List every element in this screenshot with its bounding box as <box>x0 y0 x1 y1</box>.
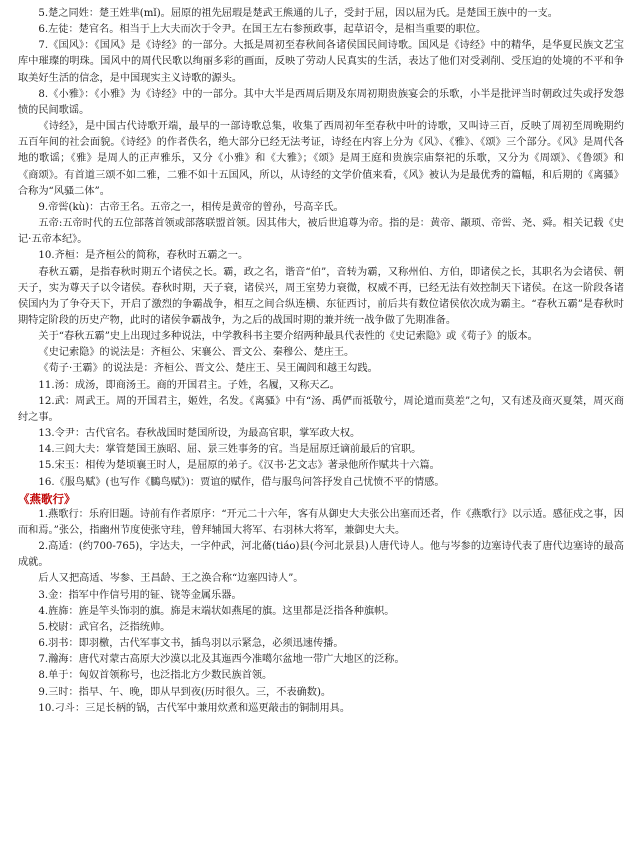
annotation-paragraph: 2.高适：(约700-765)，字达夫，一字仲武，河北蓨(tiáo)县(今河北景县)人唐代诗人。他与岑参的边塞诗代表了唐代边塞诗的最高成就。 <box>18 541 624 569</box>
annotation-paragraph: 10.刁斗：三足长柄的锅，古代军中兼用炊煮和巡更敲击的铜制用具。 <box>38 702 351 714</box>
annotation-paragraph: 6.羽书：即羽檄，古代军事文书，插鸟羽以示紧急，必须迅速传播。 <box>38 638 344 650</box>
annotation-paragraph: 5.校尉：武官名，泛指统帅。 <box>38 621 171 633</box>
annotation-paragraph: 7.《国风》：《国风》是《诗经》的一部分。大抵是周初至春秋间各诸侯国民间诗歌。国风是《诗经》中的精华，是华夏民族文艺宝库中璀璨的明珠。国风中的周代民歌以绚丽多彩的画面，反映了劳动人民真实的生活，表达了他们对受剥削、受压迫的处境的不平和争取美好生活的信念，是中国现实主义诗歌的源头。 <box>18 40 624 84</box>
annotation-paragraph: 《诗经》，是中国古代诗歌开端，最早的一部诗歌总集，收集了西周初年至春秋中叶的诗歌，又叫诗三百，反映了周初至周晚期约五百年间的社会面貌。《诗经》的作者佚名，绝大部分已经无法考证，诗经在内容上分为《风》、《雅》、《颂》三个部分。《风》是周代各地的歌谣；《雅》是周人的正声雅乐，又分《小雅》和《大雅》；《颂》是周王庭和贵族宗庙祭祀的乐歌，又分为《周颂》、《鲁颂》和《商颂》。有首道三颂不如二雅，二雅不如十五国风，所以，从诗经的文学价值来看，《风》被认为是最优秀的篇幅，和后期的《离骚》合称为“风骚二体”。 <box>18 121 624 197</box>
annotation-paragraph: 9.三时：指早、午、晚，即从早到夜(历时很久。三，不表确数)。 <box>38 686 332 698</box>
annotation-paragraph: 后人又把高适、岑参、王昌龄、王之涣合称“边塞四诗人”。 <box>38 573 304 585</box>
annotation-paragraph: 6.左徒：楚官名。相当于上大夫而次于令尹。在国王左右参预政事，起草诏令，是相当重要的职位。 <box>38 24 487 36</box>
annotation-paragraph: 15.宋玉：相传为楚顷襄王时人，是屈原的弟子。《汉书·艺文志》著录他所作赋共十六篇。 <box>38 460 440 472</box>
annotation-paragraph: 3.金：指军中作信号用的钲、铙等金属乐器。 <box>38 589 242 601</box>
annotation-paragraph: 7.瀚海：唐代对蒙古高原大沙漠以北及其迤西今准噶尔盆地一带广大地区的泛称。 <box>38 654 405 666</box>
annotation-paragraph: 13.令尹：古代官名。春秋战国时楚国所设，为最高官职，掌军政大权。 <box>38 428 361 440</box>
annotation-paragraph: 9.帝喾(kù)：古帝王名。五帝之一，相传是黄帝的曾孙，号高辛氏。 <box>38 201 344 213</box>
annotation-paragraph: 1.燕歌行：乐府旧题。诗前有作者原序：“开元二十六年，客有从御史大夫张公出塞而还者，作《燕歌行》以示适。感征戍之事，因而和焉。”张公，指幽州节度使张守珪，曾拜辅国大将军、右羽林大将军，兼御史大夫。 <box>18 508 624 536</box>
annotation-paragraph: 关于“春秋五霸”史上出现过多种说法，中学教科书主要介绍两种最具代表性的《史记索隐》或《荀子》的版本。 <box>38 331 538 343</box>
annotation-paragraph: 《史记索隐》的说法是：齐桓公、宋襄公、晋文公、秦穆公、楚庄王。 <box>38 347 355 359</box>
annotation-paragraph: 5.楚之同姓：楚王姓芈(mǐ)。屈原的祖先屈瑕是楚武王熊通的儿子，受封于屈，因以屈为氏。是楚国王族中的一支。 <box>38 8 558 19</box>
annotation-paragraph: 11.汤：成汤，即商汤王。商的开国君主。子姓，名履，又称天乙。 <box>38 379 340 391</box>
annotation-paragraph: 《荀子·王霸》的说法是：齐桓公、晋文公、楚庄王、吴王阖闾和越王勾践。 <box>38 363 378 375</box>
annotation-paragraph: 10.齐桓：是齐桓公的简称，春秋时五霸之一。 <box>38 250 249 262</box>
annotation-paragraph: 8.《小雅》：《小雅》为《诗经》中的一部分。其中大半是西周后期及东周初期贵族宴会的乐歌，小半是批评当时朝政过失或抒发怨愤的民间歌谣。 <box>18 88 624 116</box>
annotation-paragraph: 8.单于：匈奴首领称号，也泛指北方少数民族首领。 <box>38 670 273 682</box>
annotation-paragraph: 4.旌旆：旌是竿头饰羽的旗。旆是末端状如燕尾的旗。这里都是泛指各种旗帜。 <box>38 605 395 617</box>
annotation-paragraph: 春秋五霸，是指春秋时期五个诸侯之长。霸，政之名，谐音“伯”，音转为霸，又称州伯、方伯，即诸侯之长，其职名为会诸侯、朝天子，实为尊天子以令诸侯。春秋时期，天子衰，诸侯兴，周王室势力衰微，权威不再，已经无法有效控制天下诸侯。在这一阶段各诸侯国内为了争夺天下，开启了激烈的争霸战争，相互之间合纵连横、东征西讨，前后共有数位诸侯依次成为霸主。“春秋五霸”是春秋时期特定阶段的历史产物，此时的诸侯争霸战争，为之后的战国时期的兼并统一战争做了先期准备。 <box>18 266 624 326</box>
annotation-paragraph: 五帝:五帝时代的五位部落首领或部落联盟首领。因其伟大，被后世追尊为帝。指的是：黄帝、颛顼、帝喾、尧、舜。相关记载《史记·五帝本纪》。 <box>18 218 624 246</box>
annotation-paragraph: 14.三闾大夫：掌管楚国王族昭、屈、景三姓事务的官。当是屈原迁谪前最后的官职。 <box>38 444 422 456</box>
annotation-paragraph: 16.《服鸟赋》(也写作《鵩鸟赋》)：贾谊的赋作，借与服鸟问答抒发自己忧愤不平的情感。 <box>38 476 445 488</box>
annotation-paragraph: 12.武：周武王。周的开国君主，姬姓，名发。《离骚》中有“汤、禹俨而祗敬兮，周论道而莫差”之句，又有述及商灭夏桀，周灭商纣之事。 <box>18 395 624 423</box>
section-heading: 《燕歌行》 <box>18 491 76 506</box>
